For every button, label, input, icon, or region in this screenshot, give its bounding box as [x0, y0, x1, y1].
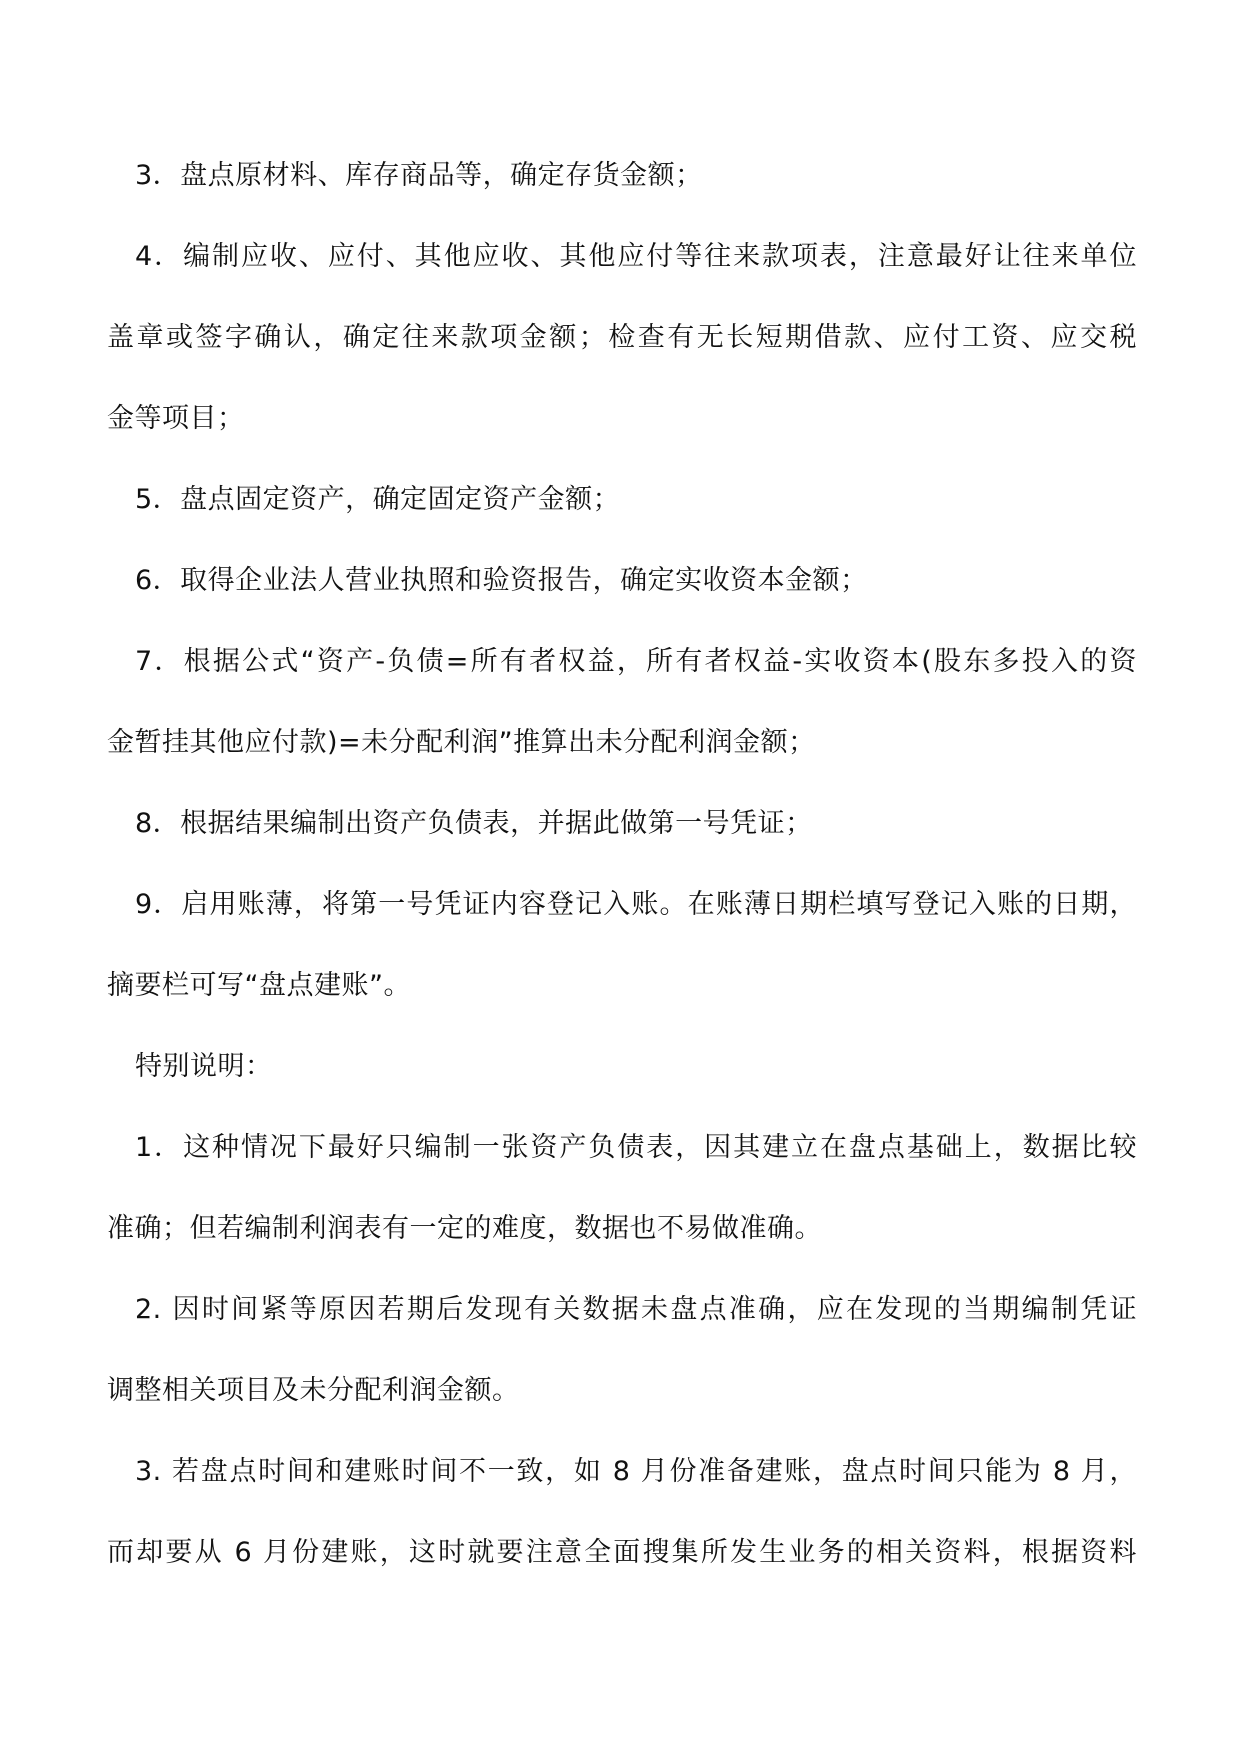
note-item-1-line-1: 1．这种情况下最好只编制一张资产负债表，因其建立在盘点基础上，数据比较	[135, 1132, 1137, 1163]
paragraph-item-4-line-1: 4．编制应收、应付、其他应收、其他应付等往来款项表，注意最好让往来单位	[135, 241, 1137, 272]
paragraph-item-8: 8．根据结果编制出资产负债表，并据此做第一号凭证；	[135, 808, 813, 839]
note-item-3-line-2: 而却要从 6 月份建账，这时就要注意全面搜集所发生业务的相关资料，根据资料	[107, 1537, 1137, 1568]
document-body	[107, 158, 1137, 1616]
note-item-3-line-1: 3. 若盘点时间和建账时间不一致，如 8 月份准备建账，盘点时间只能为 8 月，	[135, 1456, 1137, 1487]
paragraph-item-3: 3．盘点原材料、库存商品等，确定存货金额；	[135, 160, 703, 191]
paragraph-item-7-line-2: 金暂挂其他应付款)=未分配利润”推算出未分配利润金额；	[107, 727, 816, 758]
paragraph-item-9-line-1: 9．启用账薄，将第一号凭证内容登记入账。在账薄日期栏填写登记入账的日期，	[135, 889, 1137, 920]
paragraph-item-9-line-2: 摘要栏可写“盘点建账”。	[107, 970, 411, 1001]
paragraph-item-4-line-3: 金等项目；	[107, 403, 245, 434]
note-item-2-line-1: 2. 因时间紧等原因若期后发现有关数据未盘点准确，应在发现的当期编制凭证	[135, 1294, 1137, 1325]
note-item-2-line-2: 调整相关项目及未分配利润金额。	[107, 1375, 520, 1406]
paragraph-item-7-line-1: 7．根据公式“资产-负债=所有者权益，所有者权益-实收资本(股东多投入的资	[135, 646, 1137, 677]
paragraph-item-5: 5．盘点固定资产，确定固定资产金额；	[135, 484, 621, 515]
paragraph-item-6: 6．取得企业法人营业执照和验资报告，确定实收资本金额；	[135, 565, 868, 596]
section-heading-special-notes: 特别说明：	[135, 1051, 273, 1082]
note-item-1-line-2: 准确；但若编制利润表有一定的难度，数据也不易做准确。	[107, 1213, 822, 1244]
paragraph-item-4-line-2: 盖章或签字确认，确定往来款项金额；检查有无长短期借款、应付工资、应交税	[107, 322, 1137, 353]
